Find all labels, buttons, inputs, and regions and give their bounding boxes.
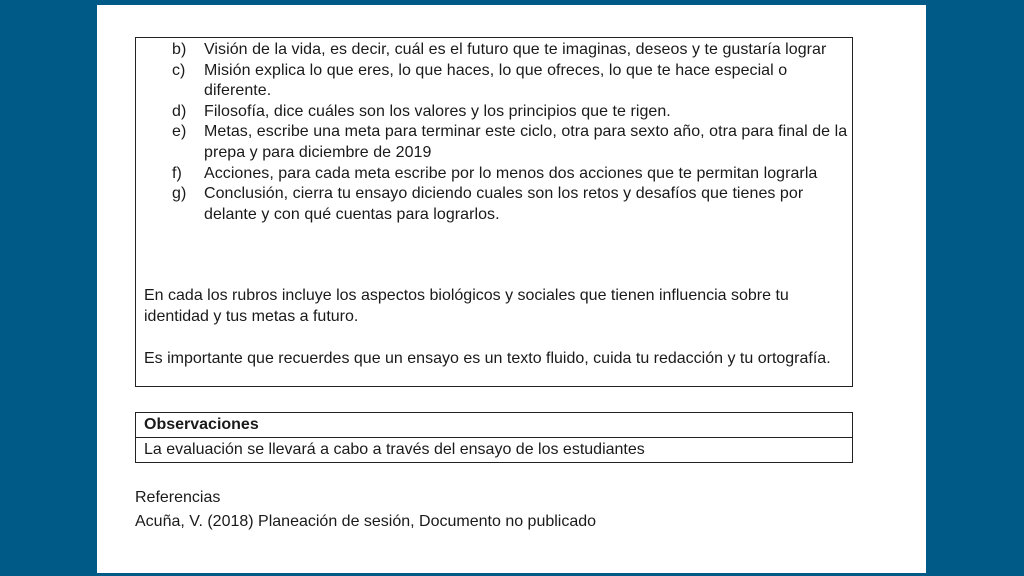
list-item [172, 102, 848, 123]
list-item [172, 61, 848, 102]
document-page [97, 5, 926, 573]
list-item-letter: c) [172, 61, 186, 79]
list-item-text: Visión de la vida, es decir, cuál es el futuro que te imaginas, deseos y te gustaría lograr [204, 41, 827, 58]
instructions-box [135, 37, 853, 387]
list-item [172, 122, 848, 163]
paragraph-writing-tip: Es importante que recuerdes que un ensayo es un texto fluido, cuida tu redacción y tu ortografía. [144, 350, 831, 367]
list-item-text: Metas, escribe una meta para terminar este ciclo, otra para sexto año, otra para final de la prepa y para diciembre de 2019 [204, 123, 848, 161]
observations-body: La evaluación se llevará a cabo a través del ensayo de los estudiantes [136, 438, 852, 463]
reference-entry: Acuña, V. (2018) Planeación de sesión, Documento no publicado [135, 513, 597, 530]
list-item-letter: e) [172, 123, 187, 141]
list-item [172, 164, 848, 185]
references-section [135, 486, 596, 534]
observations-header: Observaciones [136, 413, 852, 438]
list-item-letter: d) [172, 102, 187, 120]
list-item-text: Filosofía, dice cuáles son los valores y los principios que te rigen. [204, 102, 671, 120]
paragraph-aspects: En cada los rubros incluye los aspectos biológicos y sociales que tienen influencia sobre tu identidad y tus metas a futuro. [144, 287, 789, 325]
list-item-letter: f) [172, 164, 182, 182]
references-heading: Referencias [135, 489, 221, 506]
list-item [172, 184, 848, 225]
observations-table [135, 412, 853, 463]
list-item [172, 40, 848, 61]
rubric-list [172, 40, 848, 225]
list-item-letter: g) [172, 185, 187, 203]
list-item-letter: b) [172, 41, 187, 58]
list-item-text: Acciones, para cada meta escribe por lo menos dos acciones que te permitan lograrla [204, 164, 818, 182]
list-item-text: Misión explica lo que eres, lo que haces, lo que ofreces, lo que te hace especial o diferente. [204, 61, 788, 100]
list-item-text: Conclusión, cierra tu ensayo diciendo cuales son los retos y desafíos que tienes por delante y con qué cuentas para lograrlos. [204, 185, 804, 223]
